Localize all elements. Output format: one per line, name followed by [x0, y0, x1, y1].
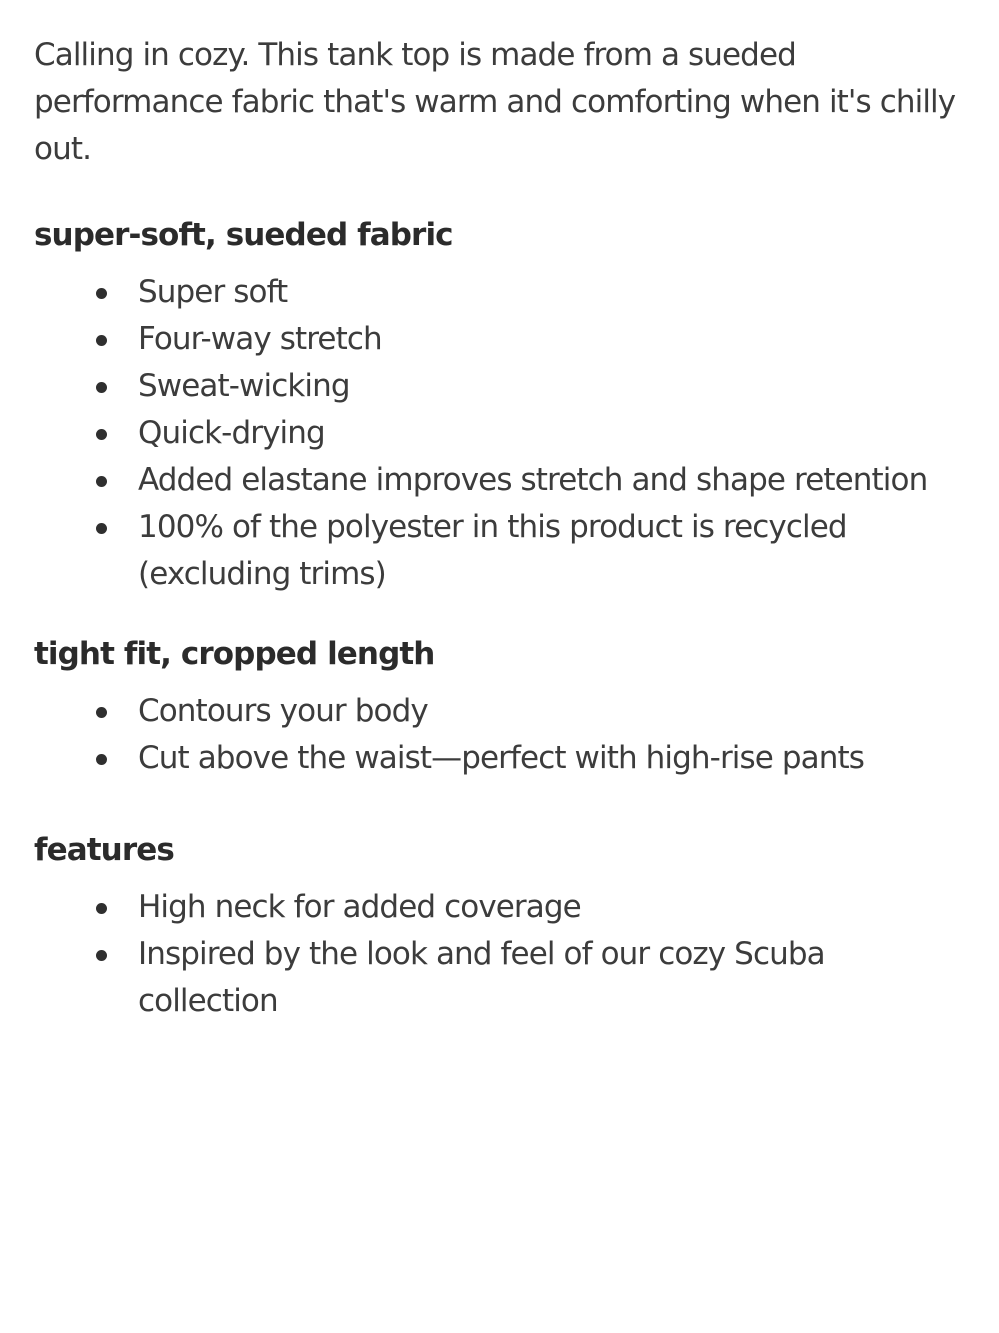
- features-list: [34, 884, 964, 1025]
- bullet-icon: [96, 707, 107, 718]
- list-item: [34, 931, 964, 1025]
- list-item: [34, 363, 964, 410]
- bullet-icon: [96, 335, 107, 346]
- list-item: [34, 316, 964, 363]
- bullet-icon: [96, 382, 107, 393]
- list-item: [34, 504, 964, 598]
- list-item-text: Contours your body: [138, 693, 428, 729]
- bullet-icon: [96, 429, 107, 440]
- list-item: [34, 735, 964, 782]
- section-title-fabric: super-soft, sueded fabric: [34, 217, 453, 253]
- fabric-list: [34, 269, 964, 598]
- product-description: [34, 32, 964, 1025]
- list-item-text: 100% of the polyester in this product is recycled (excluding trims): [138, 509, 847, 592]
- list-item-text: Added elastane improves stretch and shape retention: [138, 462, 928, 498]
- list-item-text: Cut above the waist—perfect with high-rise pants: [138, 740, 865, 776]
- list-item-text: High neck for added coverage: [138, 889, 581, 925]
- list-item-text: Inspired by the look and feel of our cozy Scuba collection: [138, 936, 825, 1019]
- list-item: [34, 410, 964, 457]
- list-item: [34, 457, 964, 504]
- bullet-icon: [96, 523, 107, 534]
- list-item: [34, 884, 964, 931]
- list-item-text: Four-way stretch: [138, 321, 382, 357]
- list-item: [34, 688, 964, 735]
- bullet-icon: [96, 950, 107, 961]
- bullet-icon: [96, 476, 107, 487]
- list-item-text: Sweat-wicking: [138, 368, 350, 404]
- bullet-icon: [96, 288, 107, 299]
- list-item-text: Super soft: [138, 274, 288, 310]
- intro-paragraph: Calling in cozy. This tank top is made from a sueded performance fabric that's warm and comforting when it's chilly out.: [34, 37, 956, 167]
- list-item-text: Quick-drying: [138, 415, 325, 451]
- bullet-icon: [96, 754, 107, 765]
- list-item: [34, 269, 964, 316]
- section-title-features: features: [34, 832, 174, 868]
- fit-list: [34, 688, 964, 782]
- bullet-icon: [96, 903, 107, 914]
- section-title-fit: tight fit, cropped length: [34, 636, 435, 672]
